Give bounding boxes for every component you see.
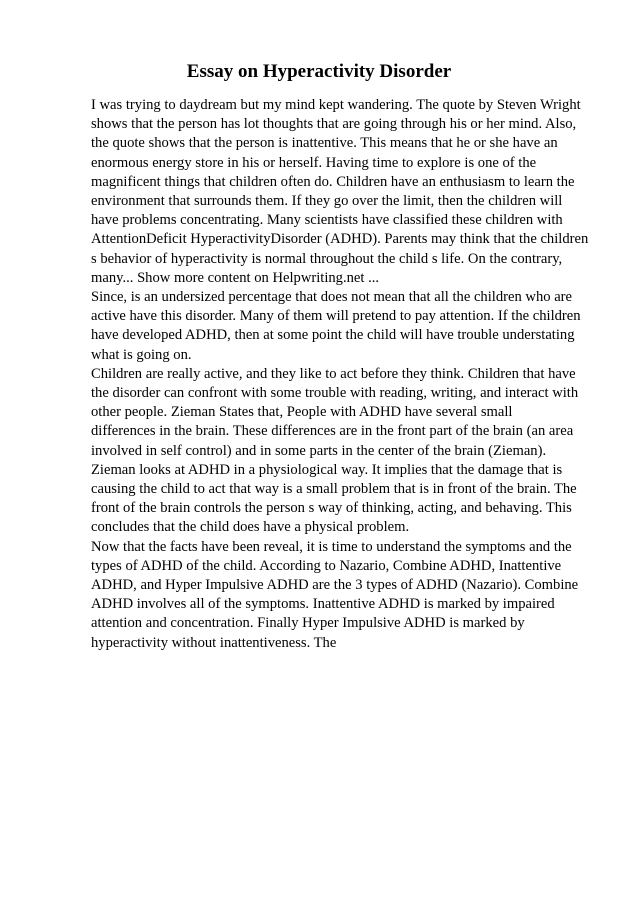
text-line: attention and concentration. Finally Hyper Impulsive ADHD is marked by [91,615,525,632]
text-line: Children are really active, and they like to act before they think. Children that have [91,365,576,382]
text-line: causing the child to act that way is a small problem that is in front of the brain. The [91,481,577,498]
text-line: differences in the brain. These differences are in the front part of the brain (an area [91,423,574,440]
text-line: environment that surrounds them. If they go over the limit, then the children will [91,193,563,210]
text-line: active have this disorder. Many of them will pretend to pay attention. If the children [91,308,581,325]
text-line: s behavior of hyperactivity is normal throughout the child s life. On the contrary, [91,250,563,267]
text-line: AttentionDeficit HyperactivityDisorder (ADHD). Parents may think that the children [91,231,589,248]
paragraph-3 [91,365,591,538]
text-line: shows that the person has lot thoughts that are going through his or her mind. Also, [91,116,577,133]
text-line: types of ADHD of the child. According to Nazario, Combine ADHD, Inattentive [91,557,562,574]
paragraph-4 [91,538,591,653]
text-line: involved in self control) and in some parts in the center of the brain (Zieman). [91,442,547,459]
text-line: have developed ADHD, then at some point the child will have trouble understating [91,327,575,344]
text-line: hyperactivity without inattentiveness. The [91,634,337,651]
text-line: Since, is an undersized percentage that does not mean that all the children who are [91,289,573,306]
text-line: the quote shows that the person is inattentive. This means that he or she have an [91,135,558,152]
text-line: the disorder can confront with some trouble with reading, writing, and interact with [91,385,579,402]
text-line: magnificent things that children often do. Children have an enthusiasm to learn the [91,173,575,190]
text-line: Zieman looks at ADHD in a physiological way. It implies that the damage that is [91,461,563,478]
text-line: what is going on. [91,346,192,363]
text-line: ADHD involves all of the symptoms. Inattentive ADHD is marked by impaired [91,596,555,613]
document-title: Essay on Hyperactivity Disorder [186,61,452,82]
text-line: I was trying to daydream but my mind kept wandering. The quote by Steven Wright [91,97,581,113]
paragraph-2 [91,288,591,365]
text-line: ADHD, and Hyper Impulsive ADHD are the 3 types of ADHD (Nazario). Combine [91,577,579,594]
text-line: many... Show more content on Helpwriting.net ... [91,269,380,286]
text-line: enormous energy store in his or herself. Having time to explore is one of the [91,154,537,171]
text-line: have problems concentrating. Many scientists have classified these children with [91,212,563,229]
paragraph-1 [91,96,591,288]
text-line: front of the brain controls the person s way of thinking, acting, and behaving. This [91,500,572,517]
text-line: other people. Zieman States that, People with ADHD have several small [91,404,513,421]
text-line: Now that the facts have been reveal, it is time to understand the symptoms and the [91,538,572,555]
text-line: concludes that the child does have a physical problem. [91,519,410,536]
document-body [91,96,591,653]
